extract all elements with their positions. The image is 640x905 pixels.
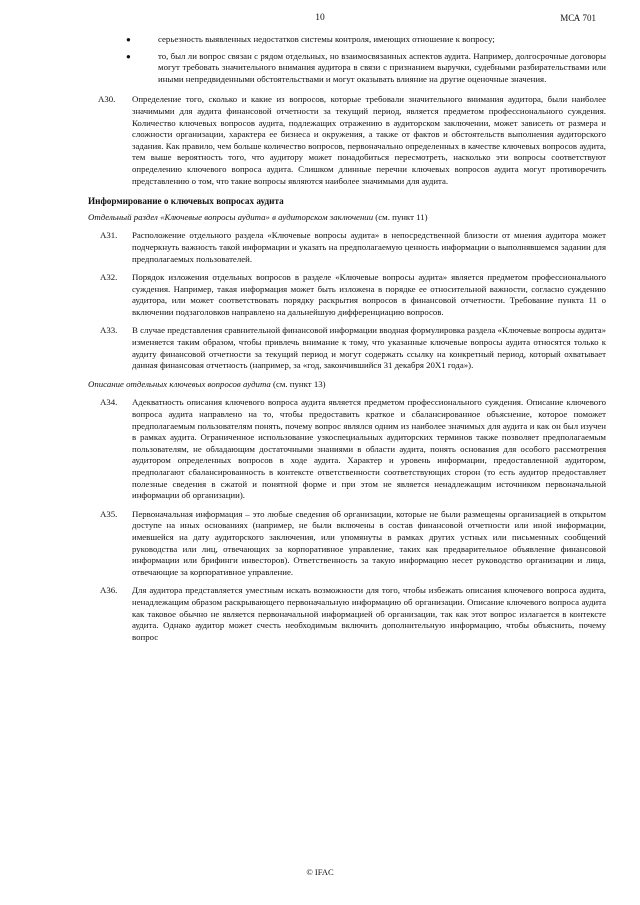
paragraph-text: В случае представления сравнительной финансовой информации вводная формулировка раздела «Ключевые вопросы аудита» изменяется таким образом, чтобы привлечь внимание к тому, что указанные ключевые вопросы аудита относятся только к аудиту финансовой отчетности за текущий период и могут содержать ссылку на конкретный период, который охватывает данная финансовая отчетность (например, за «год, закончившийся 31 декабря 20X1 года»). — [132, 325, 607, 371]
paragraph-a30 — [88, 94, 606, 187]
section-heading: Информирование о ключевых вопросах аудита — [88, 196, 284, 207]
copyright-footer: © IFAC — [306, 867, 334, 877]
paragraph-a36 — [88, 585, 606, 643]
document-body — [88, 34, 606, 650]
bullet-icon: ● — [126, 51, 131, 61]
document-code: МСА 701 — [560, 13, 596, 23]
paragraph-a35 — [88, 509, 606, 579]
paragraph-number: A33. — [100, 325, 118, 336]
paragraph-a34 — [88, 397, 606, 501]
subheading: Описание отдельных ключевых вопросов аудита (см. пункт 13) — [88, 378, 326, 389]
paragraph-text: Определение того, сколько и какие из вопросов, которые требовали значительного внимания аудитора, были наиболее значимыми для аудита финансовой отчетности за текущий период, является предметом профессионального суждения. Количество ключевых вопросов аудита, подлежащих отражению в аудиторском заключении, может зависеть от размера и сложности организации, характера ее бизнеса и окружения, а также от фактов и обстоятельств выполнения аудиторского задания. Как правило, чем больше количество вопросов, первоначально определенных в качестве ключевых вопросов аудита, тем выше вероятность того, что аудитору может понадобиться пересмотреть, насколько эти вопросы соответствуют определению ключевого вопроса аудита. Слишком длинные перечни ключевых вопросов аудита могут противоречить представлению о том, что такие вопросы являются наиболее значимыми для аудита. — [132, 94, 606, 186]
paragraph-text: Адекватность описания ключевого вопроса аудита является предметом профессионального суждения. Описание ключевого вопроса аудита направлено на то, чтобы предоставить краткое и сбалансированное объяснение, которое поможет предполагаемым пользователям понять, почему вопрос являлся одним из наиболее значимых для аудита и как он был изучен в рамках аудита. Ограниченное использование узкоспециальных аудиторских терминов также позволяет предполагаемым пользователям, не обладающим достаточными знаниями в области аудита, понять основания для особого рассмотрения аудитором определенных вопросов в ходе аудита. Характер и уровень информации, предоставленной аудитором, предполагают сбалансированность в контексте ответственности соответствующих сторон (то есть аудитор предоставляет полезные сведения в сжатой и понятной форме и при этом не является ненадлежащим источником первоначальной информации об организации). — [132, 397, 606, 501]
paragraph-text: Порядок изложения отдельных вопросов в разделе «Ключевые вопросы аудита» является предметом профессионального суждения. Например, такая информация может быть изложена в порядке ее относительной важности, согласно суждению аудитора, или может соответствовать порядку раскрытия вопросов в финансовой отчетности. Требование пункта 11 о включении подзаголовков направлено на дальнейшую дифференциацию вопросов. — [132, 272, 606, 317]
paragraph-a32 — [88, 272, 606, 318]
bullet-icon: ● — [126, 35, 131, 44]
bullet-item: ● то, был ли вопрос связан с рядом отдельных, но взаимосвязанных аспектов аудита. Например, долгосрочные договоры могут требовать значительного внимания аудитора в связи с признанием выручки, судебными разбирательствами или иными непредвиденными обстоятельствами и могут оказывать влияние на другие оценочные значения. — [126, 50, 606, 84]
paragraph-number: A30. — [98, 94, 116, 105]
bullet-item: ● серьезность выявленных недостатков системы контроля, имеющих отношение к вопросу; — [126, 34, 495, 44]
paragraph-text: Первоначальная информация – это любые сведения об организации, которые не были размещены организацией в открытом доступе на иных основаниях (например, не были включены в состав финансовой отчетности или иной информации, имевшейся на дату аудиторского заключения, или упомянуты в рамках других устных или письменных сообщений руководства или лиц, отвечающих за корпоративное управление, таких как предварительное объявление финансовой информации или брифинги инвесторов). Ответственность за такую информацию несет руководство организации и лица, отвечающие за корпоративное управление. — [132, 508, 606, 577]
paragraph-number: A34. — [100, 397, 118, 408]
paragraph-number: A31. — [100, 230, 118, 241]
page-number: 10 — [315, 13, 325, 23]
paragraph-number: A35. — [100, 508, 118, 519]
paragraph-number: A36. — [100, 585, 118, 596]
paragraph-a33 — [88, 325, 606, 371]
paragraph-a31 — [88, 230, 606, 265]
paragraph-text: Расположение отдельного раздела «Ключевые вопросы аудита» в непосредственной близости от мнения аудитора может подчеркнуть важность такой информации и указать на предполагаемую ценность информации о выполнявшемся задании для предполагаемых пользователей. — [132, 230, 606, 264]
paragraph-number: A32. — [100, 272, 118, 283]
subheading: Отдельный раздел «Ключевые вопросы аудита» в аудиторском заключении (см. пункт 11) — [88, 211, 428, 222]
paragraph-text: Для аудитора представляется уместным искать возможности для того, чтобы избежать описания ключевого вопроса аудита, ненадлежащим образом раскрывающего первоначальную информацию об организации. Описание ключевого вопроса аудита как таковое обычно не является первоначальной информацией об организации, так как этот вопрос излагается в контексте аудита. Однако аудитор может счесть необходимым включить дополнительную информацию, чтобы объяснить, почему вопрос — [132, 585, 606, 642]
